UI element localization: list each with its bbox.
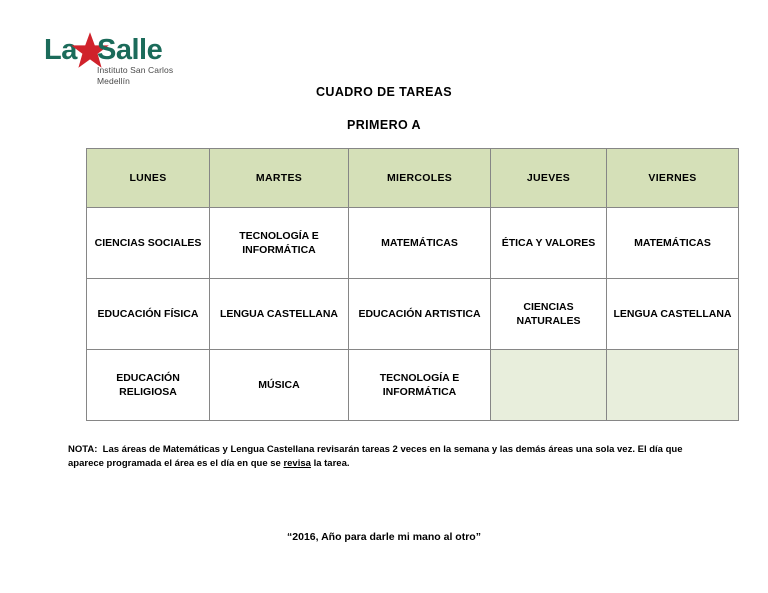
task-cell-empty — [607, 350, 739, 421]
logo-word-la: La — [44, 34, 77, 66]
task-cell: EDUCACIÓN RELIGIOSA — [87, 350, 210, 421]
logo-institute-line1: Instituto San Carlos — [97, 65, 174, 75]
table-header-row — [87, 149, 739, 208]
note-underlined-word: revisa — [283, 457, 311, 469]
task-cell: TECNOLOGÍA E INFORMÁTICA — [210, 208, 349, 279]
column-header-miercoles: MIERCOLES — [349, 149, 491, 208]
task-cell-empty — [491, 350, 607, 421]
logo-wordmark — [44, 33, 204, 67]
task-cell: CIENCIAS SOCIALES — [87, 208, 210, 279]
footer-quote: “2016, Año para darle mi mano al otro” — [287, 531, 481, 543]
task-cell: ÉTICA Y VALORES — [491, 208, 607, 279]
tasks-table — [86, 148, 739, 421]
task-cell: EDUCACIÓN FÍSICA — [87, 279, 210, 350]
note-text — [68, 443, 708, 470]
page-subtitle: PRIMERO A — [347, 118, 421, 132]
task-cell: CIENCIAS NATURALES — [491, 279, 607, 350]
task-cell: MATEMÁTICAS — [607, 208, 739, 279]
column-header-viernes: VIERNES — [607, 149, 739, 208]
table-row — [87, 350, 739, 421]
column-header-lunes: LUNES — [87, 149, 210, 208]
table-row — [87, 208, 739, 279]
note-body-part2: la tarea. — [310, 457, 350, 469]
task-cell: LENGUA CASTELLANA — [210, 279, 349, 350]
task-cell: MÚSICA — [210, 350, 349, 421]
column-header-martes: MARTES — [210, 149, 349, 208]
page-title: CUADRO DE TAREAS — [315, 85, 453, 99]
table-row — [87, 279, 739, 350]
note-body-part1: Las áreas de Matemáticas y Lengua Castellana revisarán tareas 2 veces en la semana y las demás áreas una sola vez. El día que aparece programada el área es el día en que se — [68, 444, 683, 469]
logo-institute-name — [97, 65, 217, 86]
note-label: NOTA: — [68, 444, 98, 455]
school-logo — [44, 33, 214, 89]
task-cell: TECNOLOGÍA E INFORMÁTICA — [349, 350, 491, 421]
logo-word-salle: Salle — [97, 34, 163, 66]
task-cell: MATEMÁTICAS — [349, 208, 491, 279]
column-header-jueves: JUEVES — [491, 149, 607, 208]
logo-institute-line2: Medellín — [97, 75, 130, 86]
task-cell: EDUCACIÓN ARTISTICA — [349, 279, 491, 350]
task-cell: LENGUA CASTELLANA — [607, 279, 739, 350]
